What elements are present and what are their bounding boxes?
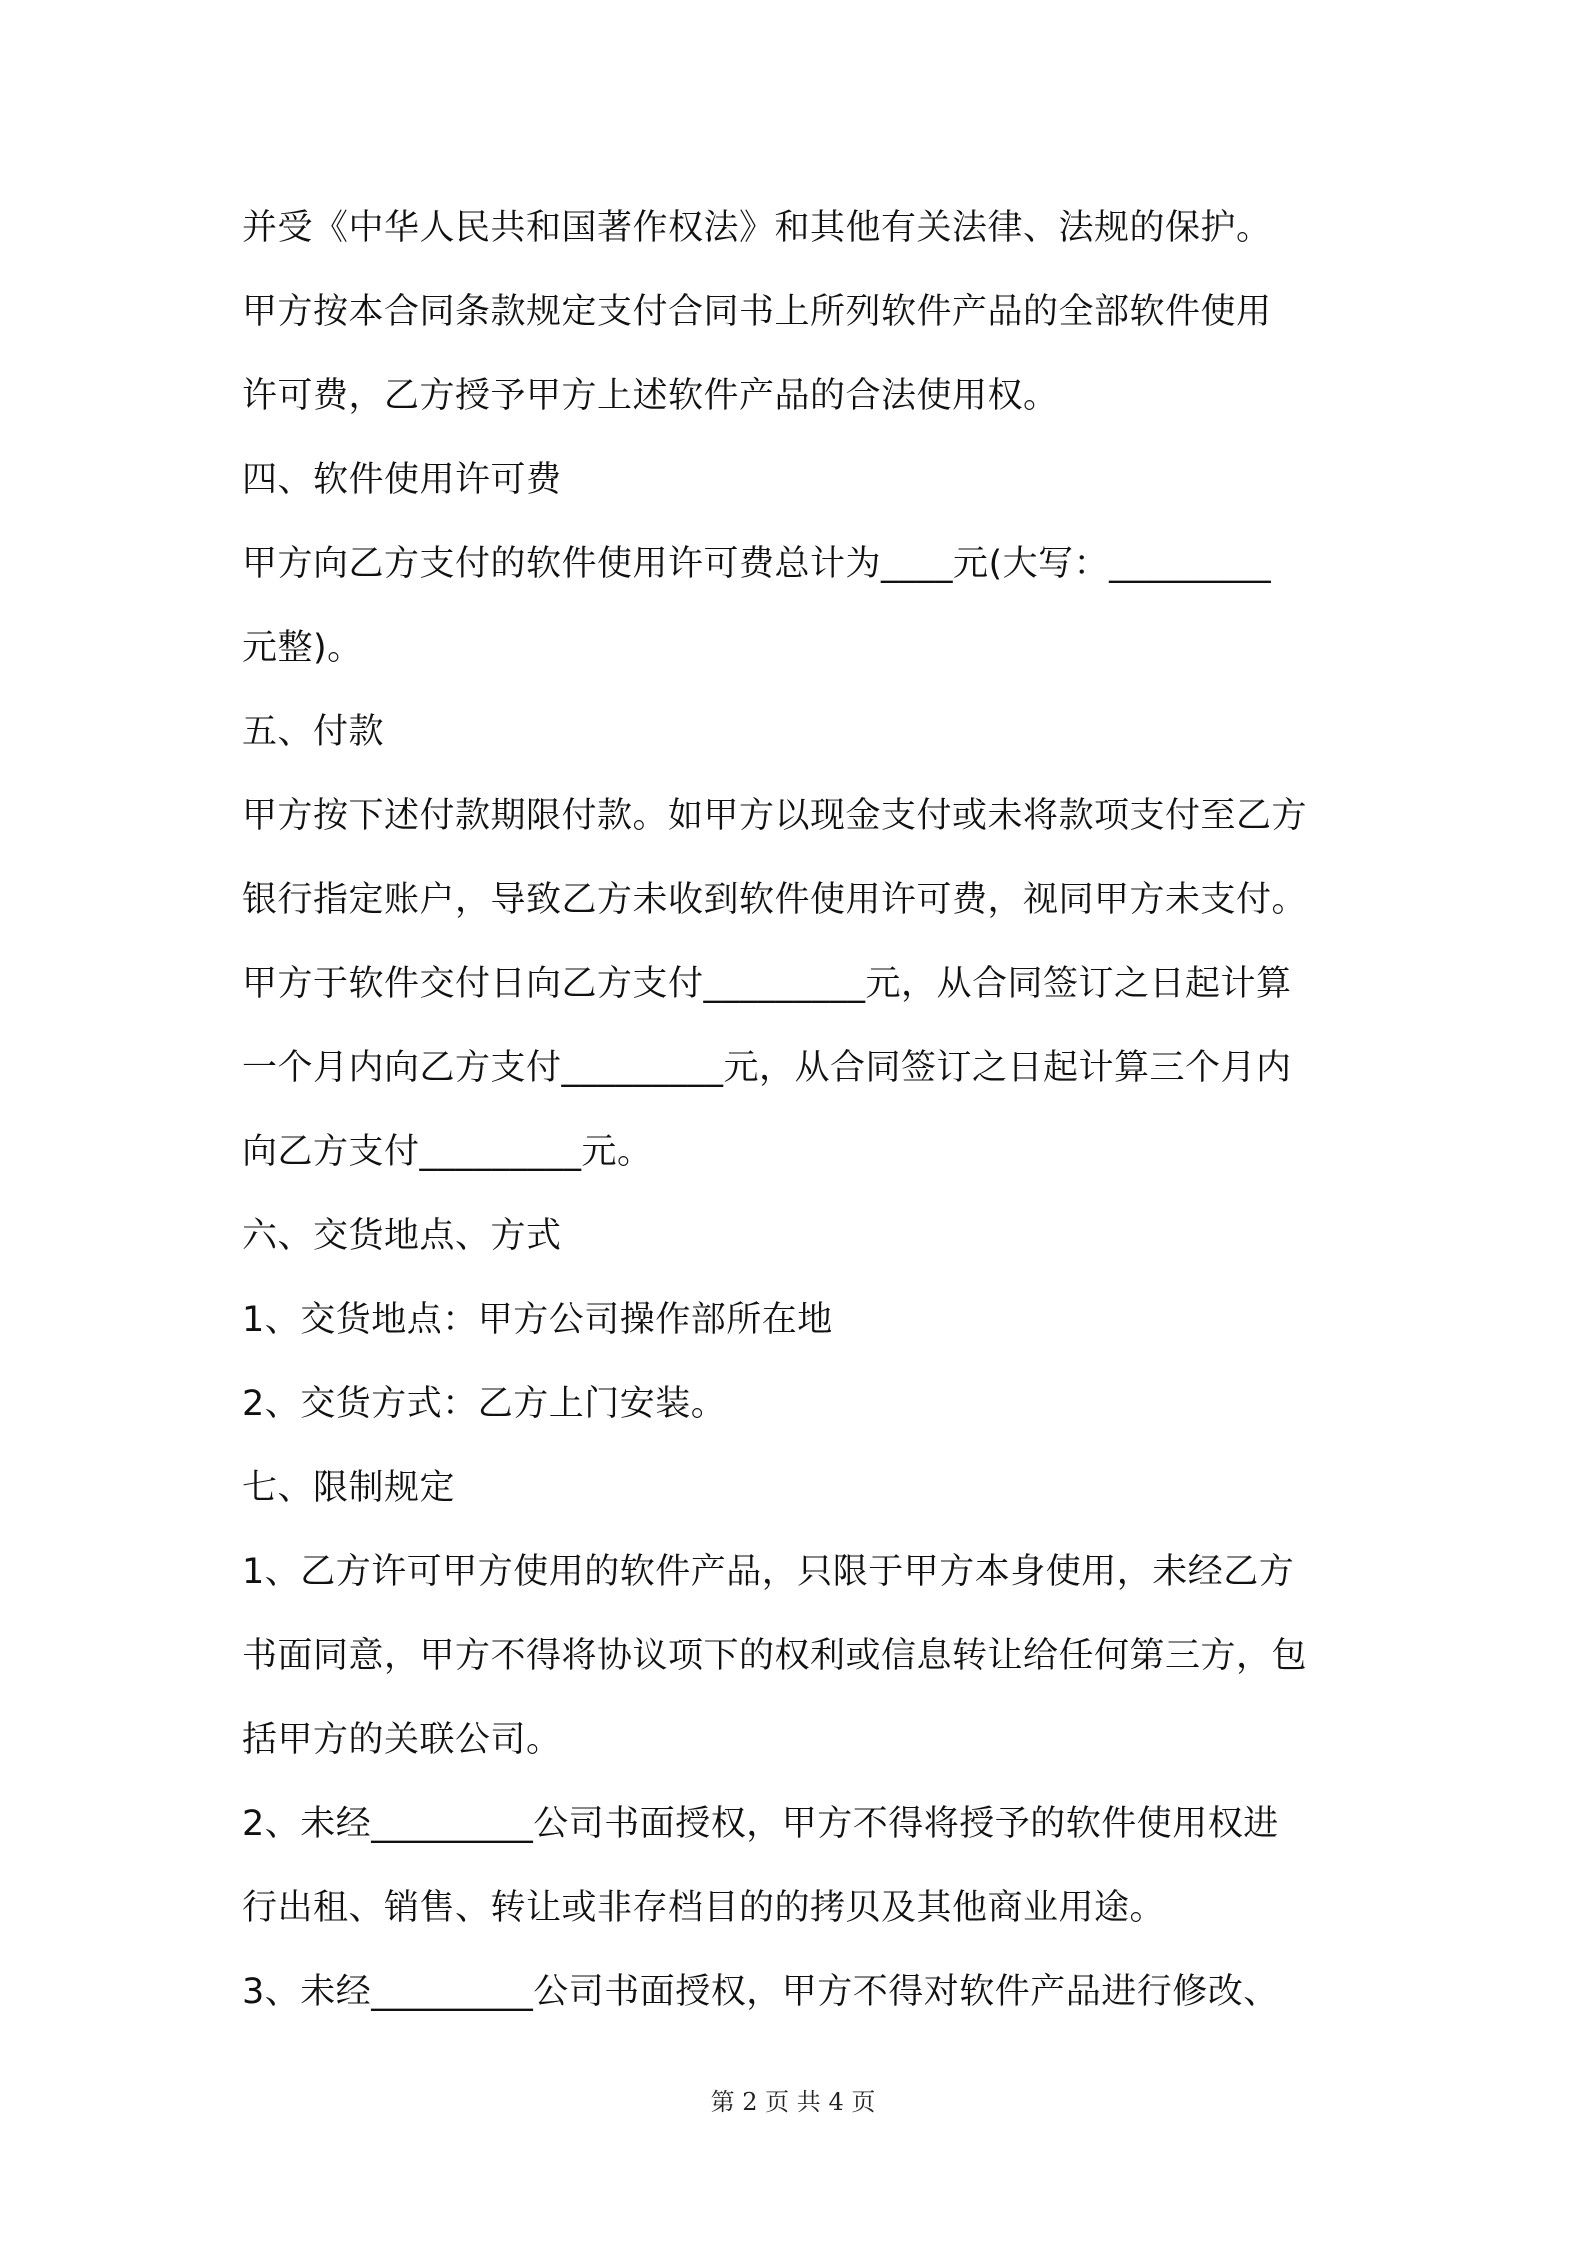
text-line: 许可费，乙方授予甲方上述软件产品的合法使用权。 bbox=[242, 376, 1059, 416]
text-line: 书面同意，甲方不得将协议项下的权利或信息转让给任何第三方，包 bbox=[242, 1636, 1308, 1676]
text-line: 甲方按本合同条款规定支付合同书上所列软件产品的全部软件使用 bbox=[242, 292, 1272, 332]
text-line: 括甲方的关联公司。 bbox=[242, 1720, 562, 1760]
text-line: 甲方向乙方支付的软件使用许可费总计为____元(大写：_________ bbox=[242, 544, 1272, 584]
text-line: 2、未经_________公司书面授权，甲方不得将授予的软件使用权进 bbox=[242, 1804, 1279, 1844]
section-heading: 五、付款 bbox=[242, 712, 385, 752]
text-line: 并受《中华人民共和国著作权法》和其他有关法律、法规的保护。 bbox=[242, 208, 1272, 248]
text-line: 2、交货方式：乙方上门安装。 bbox=[242, 1384, 727, 1424]
section-heading: 七、限制规定 bbox=[242, 1468, 456, 1508]
text-line: 甲方于软件交付日向乙方支付_________元，从合同签订之日起计算 bbox=[242, 964, 1292, 1004]
page-number-footer: 第 2 页 共 4 页 bbox=[710, 2088, 876, 2116]
text-line: 3、未经_________公司书面授权，甲方不得对软件产品进行修改、 bbox=[242, 1972, 1279, 2012]
section-heading: 六、交货地点、方式 bbox=[242, 1216, 562, 1256]
text-line: 行出租、销售、转让或非存档目的的拷贝及其他商业用途。 bbox=[242, 1888, 1166, 1928]
text-line: 1、交货地点：甲方公司操作部所在地 bbox=[242, 1300, 833, 1340]
text-line: 银行指定账户，导致乙方未收到软件使用许可费，视同甲方未支付。 bbox=[242, 880, 1308, 920]
text-line: 甲方按下述付款期限付款。如甲方以现金支付或未将款项支付至乙方 bbox=[242, 796, 1308, 836]
text-line: 一个月内向乙方支付_________元，从合同签订之日起计算三个月内 bbox=[242, 1048, 1292, 1088]
text-line: 向乙方支付_________元。 bbox=[242, 1132, 653, 1172]
section-heading: 四、软件使用许可费 bbox=[242, 460, 562, 500]
text-line: 1、乙方许可甲方使用的软件产品，只限于甲方本身使用，未经乙方 bbox=[242, 1552, 1295, 1592]
text-line: 元整)。 bbox=[242, 628, 363, 668]
